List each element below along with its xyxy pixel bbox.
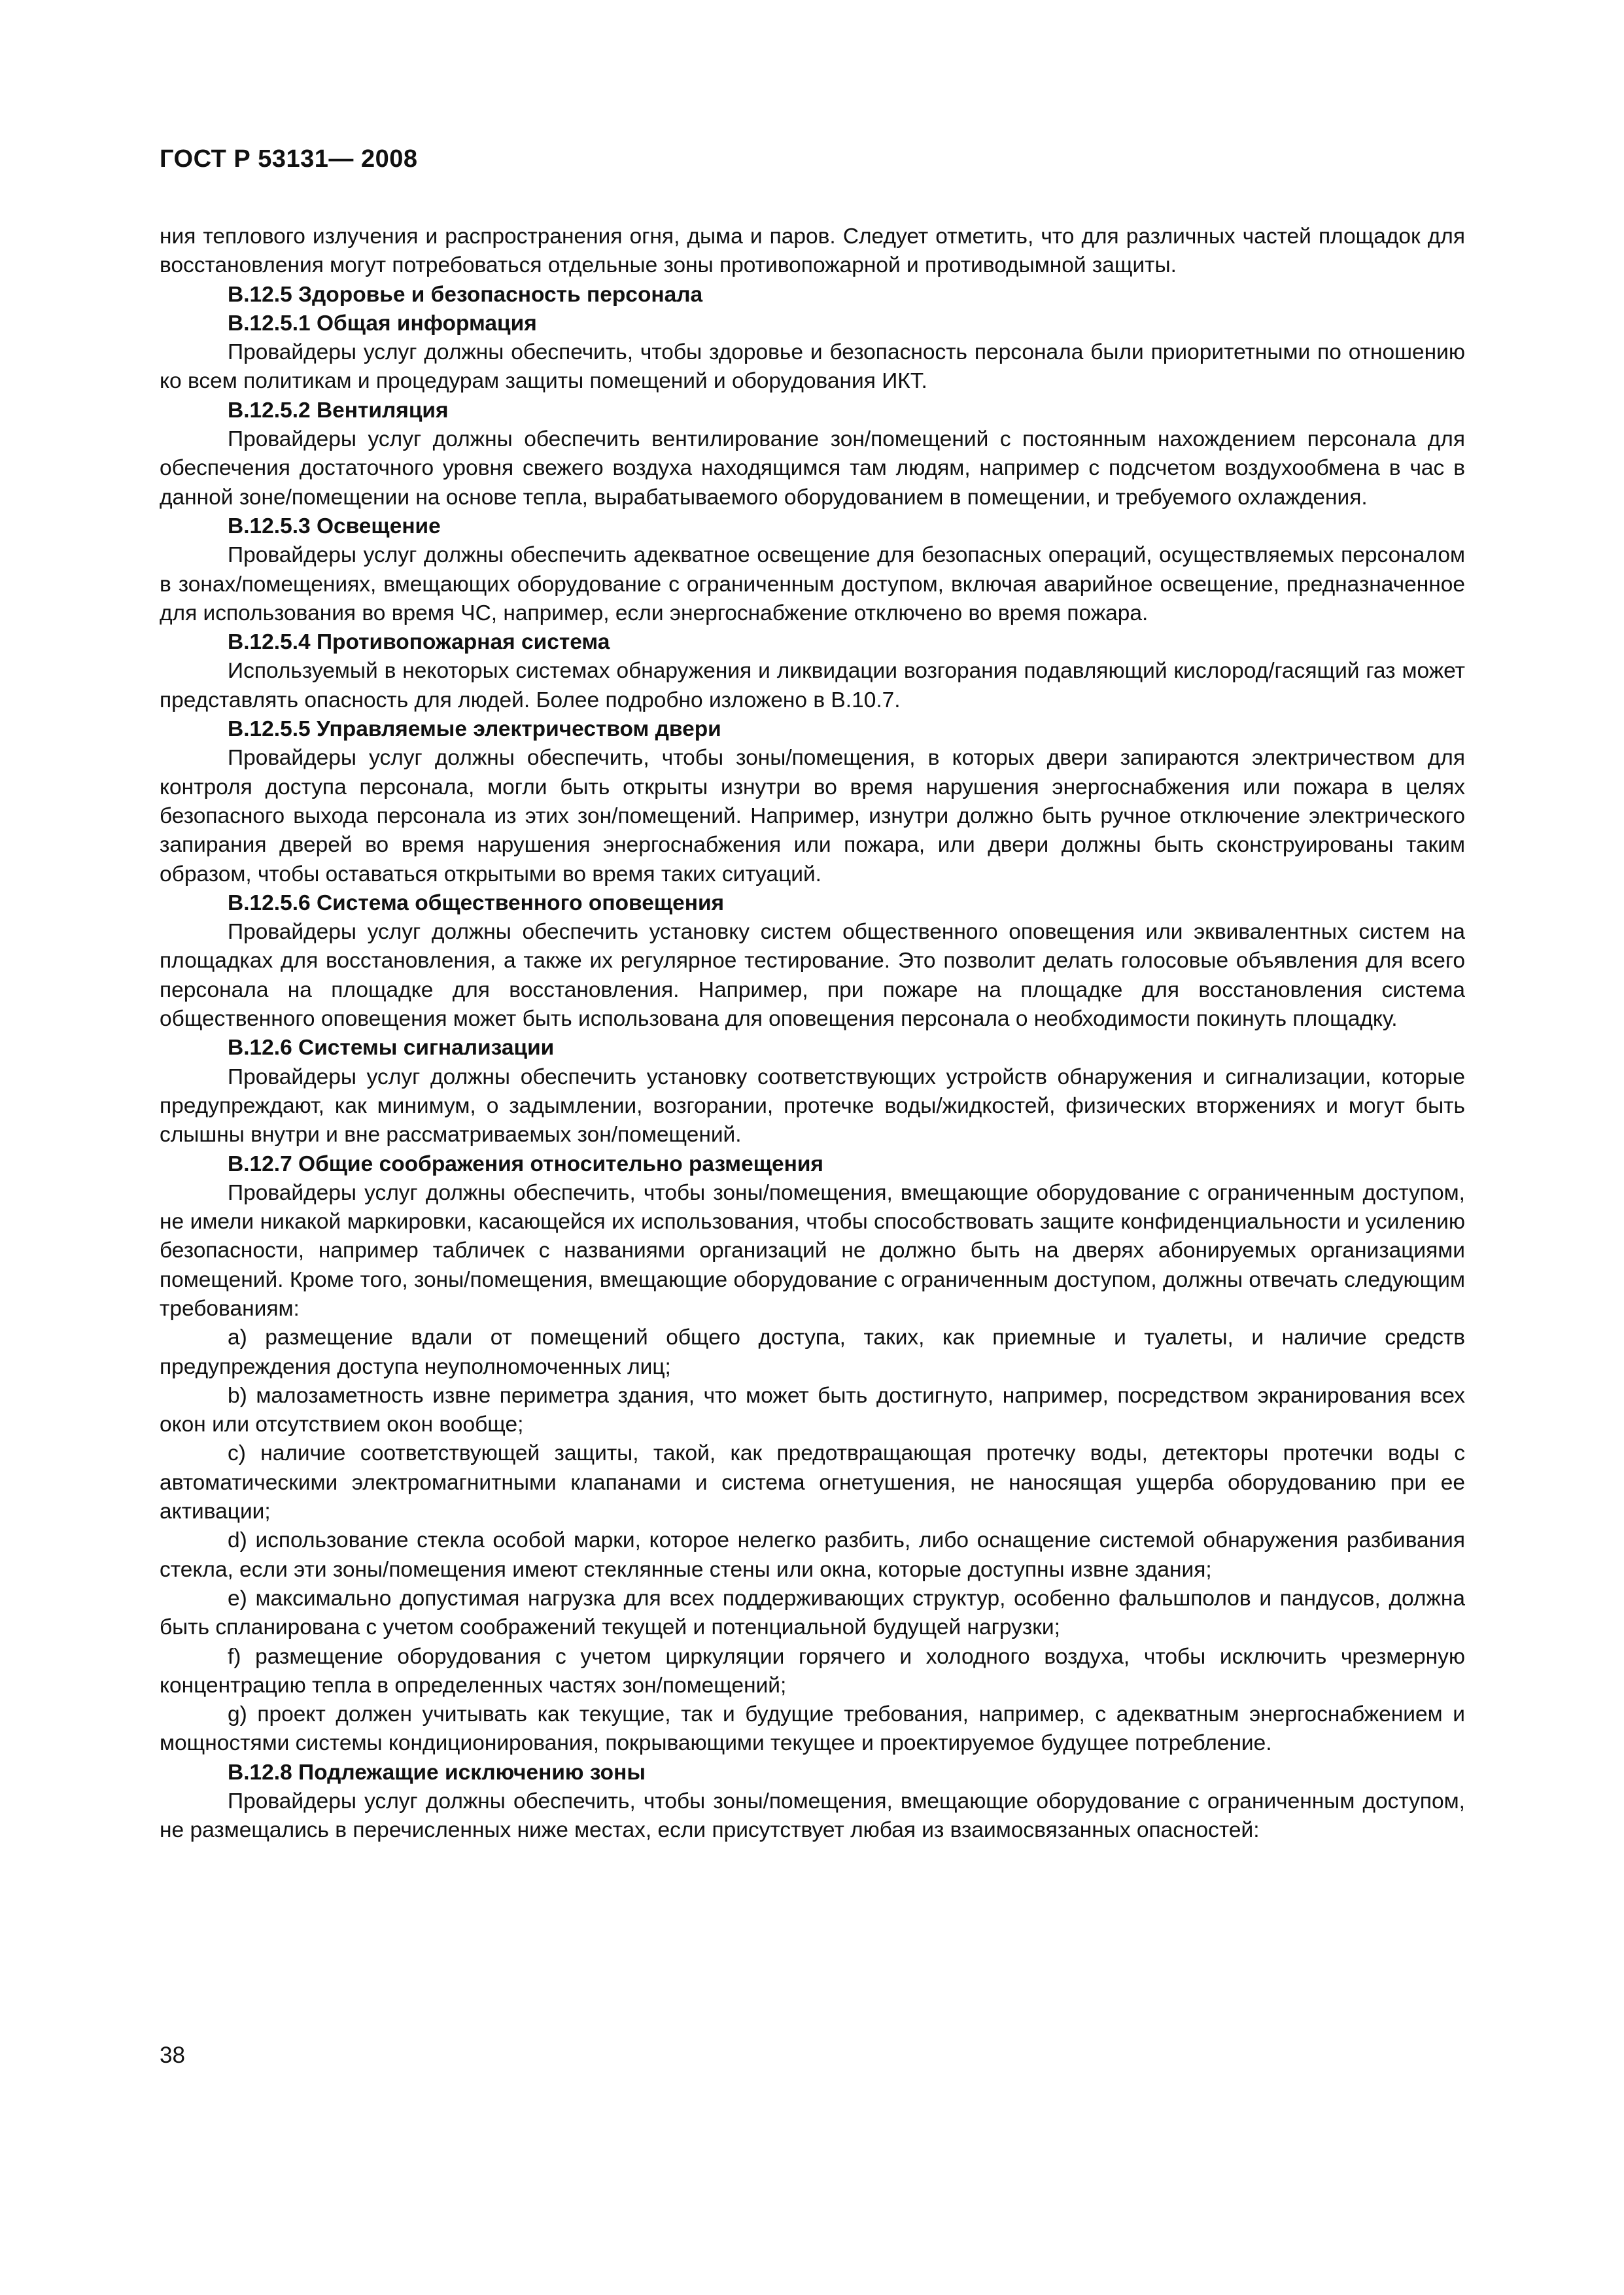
section-title: Система общественного оповещения bbox=[316, 890, 725, 915]
paragraph: Провайдеры услуг должны обеспечить, чтобы зоны/помещения, в которых двери запираются электричеством для контроля доступа персонала, могли быть открыты изнутри во время нарушения энергоснабжения или пожара в целях безопасного выхода персонала из этих зон/помещений. Например, изнутри должно быть ручное отключение электрического запирания дверей во время нарушения энергоснабжения или пожара, или двери должны быть сконструированы таким образом, чтобы оставаться открытыми во время таких ситуаций. bbox=[160, 746, 1465, 886]
section-number: В.12.5.3 bbox=[228, 514, 311, 538]
section-number: В.12.5 bbox=[228, 282, 292, 307]
section-number: В.12.5.5 bbox=[228, 717, 311, 742]
section-title: Управляемые электричеством двери bbox=[316, 717, 721, 742]
paragraph: Провайдеры услуг должны обеспечить, чтобы зоны/помещения, вмещающие оборудование с ограниченным доступом, не имели никакой маркировки, касающейся их использования, чтобы способствовать защите конфиденциальности и усилению безопасности, например табличек с названиями организаций не должно быть на дверях абонируемых организациями помещений. Кроме того, зоны/помещения, вмещающие оборудование с ограниченным доступом, должны отвечать следующим требованиям: bbox=[160, 1180, 1465, 1321]
paragraph: Провайдеры услуг должны обеспечить, чтобы зоны/помещения, вмещающие оборудование с ограниченным доступом, не размещались в перечисленных ниже местах, если присутствует любая из взаимосвязанных опасностей: bbox=[160, 1789, 1465, 1843]
section-title: Общая информация bbox=[316, 311, 537, 336]
section-title: Освещение bbox=[316, 514, 441, 538]
section-heading bbox=[160, 628, 1465, 657]
section-title: Противопожарная система bbox=[316, 630, 610, 655]
section-title: Вентиляция bbox=[316, 398, 449, 423]
page-number: 38 bbox=[160, 2042, 185, 2068]
section-number: В.12.5.2 bbox=[228, 398, 311, 423]
paragraph: Провайдеры услуг должны обеспечить установку систем общественного оповещения или эквивалентных систем на площадках для восстановления, а также их регулярное тестирование. Это позволит делать голосовые объявления для всего персонала на площадке для восстановления. Например, при пожаре на площадке для восстановления система общественного оповещения может быть использована для оповещения персонала о необходимости покинуть площадку. bbox=[160, 920, 1465, 1032]
section-heading bbox=[160, 1034, 1465, 1062]
paragraph: Используемый в некоторых системах обнаружения и ликвидации возгорания подавляющий кислород/гасящий газ может представлять опасность для людей. Более подробно изложено в В.10.7. bbox=[160, 659, 1465, 712]
section-number: В.12.7 bbox=[228, 1151, 292, 1176]
section-number: В.12.6 bbox=[228, 1036, 292, 1060]
paragraph: a) размещение вдали от помещений общего доступа, таких, как приемные и туалеты, и наличие средств предупреждения доступа неуполномоченных лиц; bbox=[160, 1325, 1465, 1379]
section-title: Системы сигнализации bbox=[298, 1036, 555, 1060]
section-number: В.12.5.4 bbox=[228, 630, 311, 655]
paragraph: b) малозаметность извне периметра здания, что может быть достигнуто, например, посредством экранирования всех окон или отсутствием окон вообще; bbox=[160, 1383, 1465, 1437]
section-number: В.12.5.1 bbox=[228, 311, 311, 336]
section-title: Общие соображения относительно размещения bbox=[298, 1151, 823, 1176]
section-heading bbox=[160, 715, 1465, 744]
section-heading bbox=[160, 1759, 1465, 1787]
section-number: В.12.5.6 bbox=[228, 890, 311, 915]
paragraph: Провайдеры услуг должны обеспечить вентилирование зон/помещений с постоянным нахождением персонала для обеспечения достаточного уровня свежего воздуха находящимся там людям, например с подсчетом воздухообмена в час в данной зоне/помещении на основе тепла, вырабатываемого оборудованием в помещении, и требуемого охлаждения. bbox=[160, 427, 1465, 510]
section-heading bbox=[160, 396, 1465, 425]
section-heading bbox=[160, 281, 1465, 309]
section-heading bbox=[160, 889, 1465, 918]
paragraph: c) наличие соответствующей защиты, такой, как предотвращающая протечку воды, детекторы протечки воды с автоматическими электромагнитными клапанами и система огнетушения, не наносящая ущерба оборудованию при ее активации; bbox=[160, 1441, 1465, 1524]
paragraph: Провайдеры услуг должны обеспечить адекватное освещение для безопасных операций, осуществляемых персоналом в зонах/помещениях, вмещающих оборудование с ограниченным доступом, включая аварийное освещение, предназначенное для использования во время ЧС, например, если энергоснабжение отключено во время пожара. bbox=[160, 543, 1465, 625]
section-heading bbox=[160, 309, 1465, 338]
paragraph: Провайдеры услуг должны обеспечить установку соответствующих устройств обнаружения и сигнализации, которые предупреждают, как минимум, о задымлении, возгорании, протечке воды/жидкостей, физических вторжениях и могут быть слышны внутри и вне рассматриваемых зон/помещений. bbox=[160, 1064, 1465, 1148]
section-number: В.12.8 bbox=[228, 1760, 292, 1785]
section-title: Здоровье и безопасность персонала bbox=[298, 282, 703, 307]
section-heading bbox=[160, 512, 1465, 541]
continued-paragraph: ния теплового излучения и распространения огня, дыма и паров. Следует отметить, что для различных частей площадок для восстановления могут потребоваться отдельные зоны противопожарной и противодымной защиты. bbox=[160, 224, 1465, 278]
paragraph: e) максимально допустимая нагрузка для всех поддерживающих структур, особенно фальшполов и пандусов, должна быть спланирована с учетом соображений текущей и потенциальной будущей нагрузки; bbox=[160, 1586, 1465, 1640]
body-text bbox=[160, 222, 1465, 1846]
paragraph: f) размещение оборудования с учетом циркуляции горячего и холодного воздуха, чтобы исключить чрезмерную концентрацию тепла в определенных частях зон/помещений; bbox=[160, 1644, 1465, 1698]
paragraph: d) использование стекла особой марки, которое нелегко разбить, либо оснащение системой обнаружения разбивания стекла, если эти зоны/помещения имеют стеклянные стены или окна, которые доступны извне здания; bbox=[160, 1528, 1465, 1582]
standard-header: ГОСТ Р 53131— 2008 bbox=[160, 145, 418, 173]
section-heading bbox=[160, 1150, 1465, 1179]
section-title: Подлежащие исключению зоны bbox=[298, 1760, 646, 1785]
paragraph: Провайдеры услуг должны обеспечить, чтобы здоровье и безопасность персонала были приоритетными по отношению ко всем политикам и процедурам защиты помещений и оборудования ИКТ. bbox=[160, 340, 1465, 394]
paragraph: g) проект должен учитывать как текущие, так и будущие требования, например, с адекватным энергоснабжением и мощностями системы кондиционирования, покрывающими текущее и проектируемое будущее потребление. bbox=[160, 1702, 1465, 1756]
